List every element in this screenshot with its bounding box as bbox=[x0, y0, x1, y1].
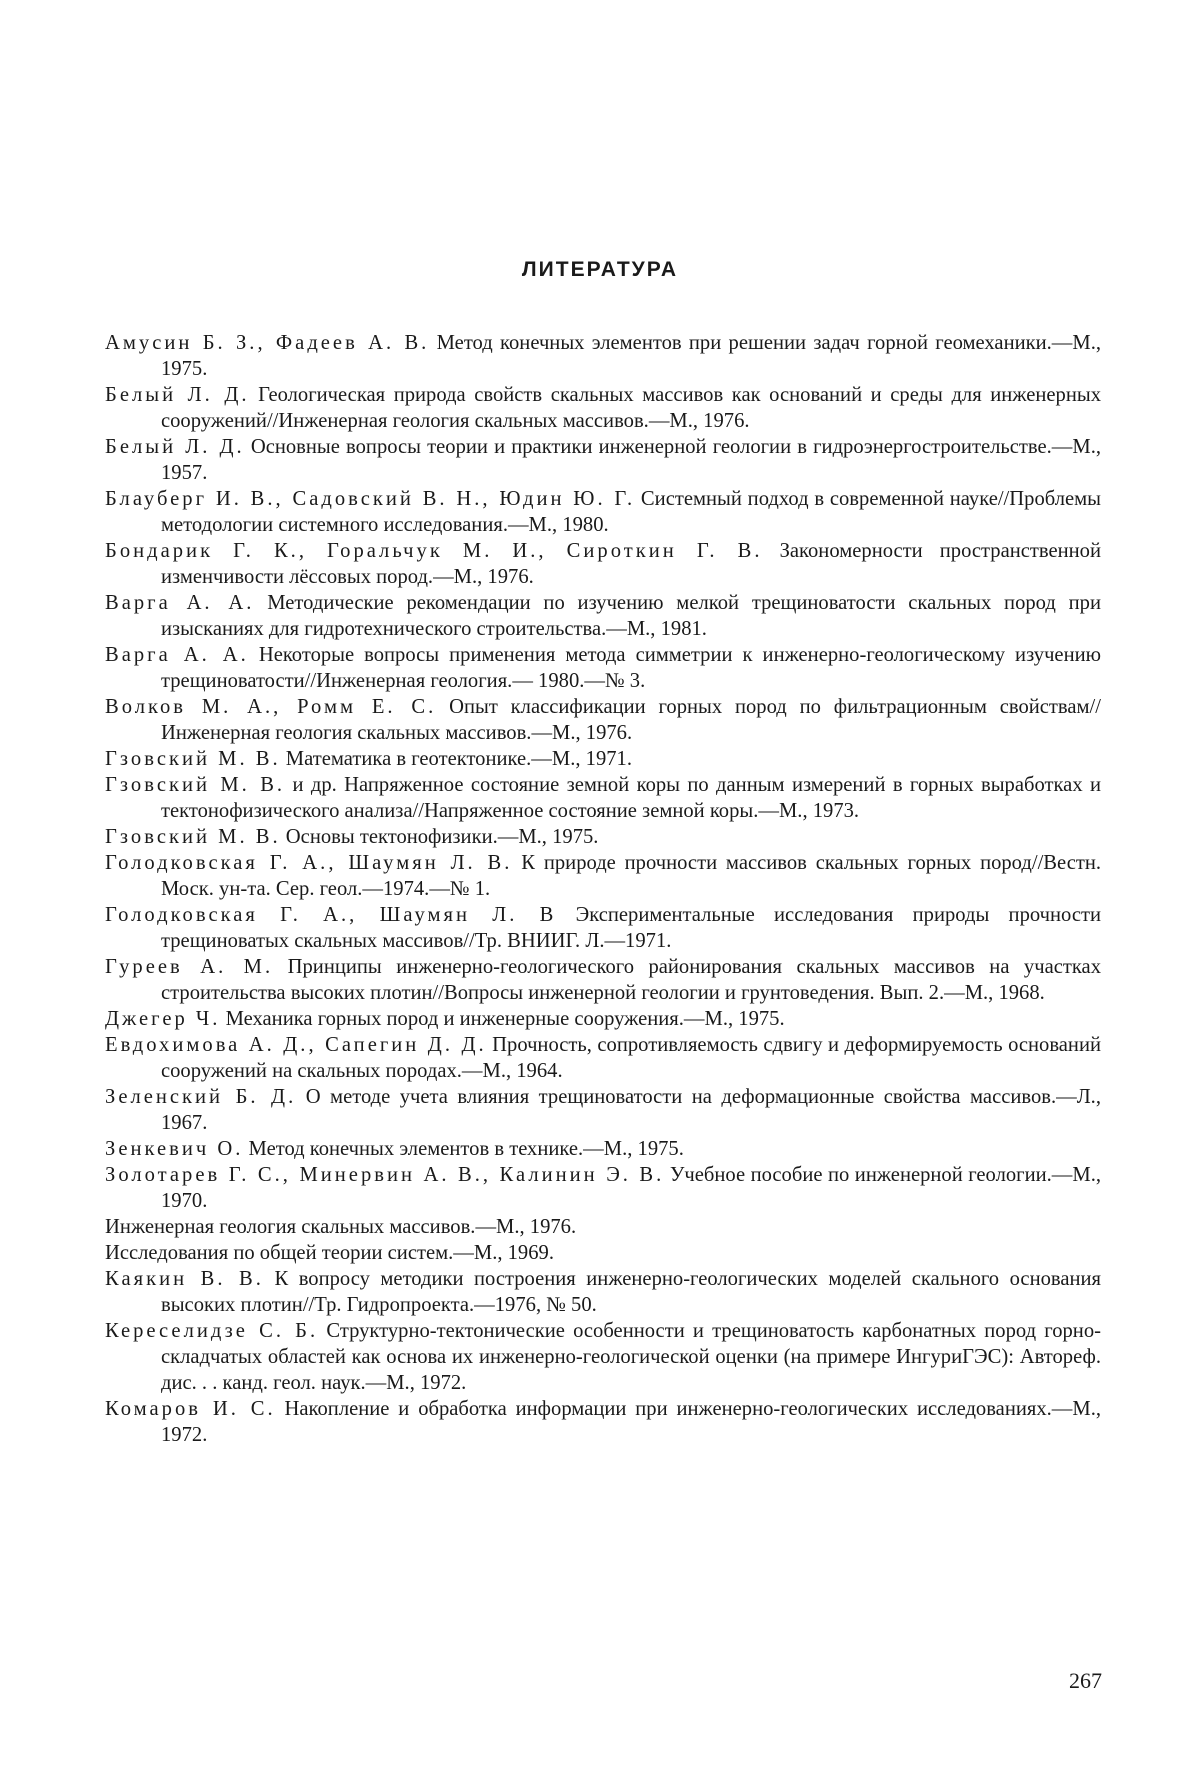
reference-entry bbox=[105, 1214, 1101, 1240]
reference-entry bbox=[105, 694, 1101, 746]
reference-text: Структурно-тектонические особенности и трещиноватость карбонатных пород горно-складчатых областей как основа их инженерно-геологической оценки (на примере ИнгуриГЭС): Автореф. дис. . . канд. геол. наук.—М., 1972. bbox=[161, 1320, 1101, 1394]
reference-text: Принципы инженерно-геологического районирования скальных массивов на участках строительства высоких плотин//Вопросы инженерной геологии и грунтоведения. Вып. 2.—М., 1968. bbox=[161, 956, 1101, 1004]
reference-text: Метод конечных элементов при решении задач горной геомеханики.—М., 1975. bbox=[161, 332, 1101, 380]
reference-entry bbox=[105, 434, 1101, 486]
reference-authors: Варга А. А. bbox=[105, 592, 255, 614]
reference-entry bbox=[105, 850, 1101, 902]
reference-authors: Гзовский М. В. bbox=[105, 748, 281, 770]
reference-authors: Зенкевич О. bbox=[105, 1138, 244, 1160]
reference-entry bbox=[105, 1032, 1101, 1084]
reference-entry bbox=[105, 1084, 1101, 1136]
references-list bbox=[105, 330, 1101, 1448]
reference-authors: Бондарик Г. К., Горальчук М. И., Сироткин Г. В. bbox=[105, 540, 763, 562]
reference-text: К природе прочности массивов скальных горных пород//Вестн. Моск. ун-та. Сер. геол.—1974.—№ 1. bbox=[161, 852, 1102, 900]
reference-authors: Амусин Б. З., Фадеев А. В. bbox=[105, 332, 430, 354]
page-number: 267 bbox=[1069, 1668, 1102, 1693]
reference-authors: Евдохимова А. Д., Сапегин Д. Д. bbox=[105, 1034, 487, 1056]
page-heading: ЛИТЕРАТУРА bbox=[521, 258, 679, 281]
reference-entry bbox=[105, 824, 1101, 850]
reference-entry bbox=[105, 772, 1101, 824]
reference-text: Методические рекомендации по изучению мелкой трещиноватости скальных пород при изысканиях для гидротехнического строительства.—М., 1981. bbox=[161, 592, 1101, 640]
reference-authors: Джегер Ч. bbox=[105, 1008, 221, 1030]
reference-entry bbox=[105, 746, 1101, 772]
reference-text: Инженерная геология скальных массивов.—М., 1976. bbox=[105, 1216, 577, 1238]
reference-entry bbox=[105, 330, 1101, 382]
reference-text: Исследования по общей теории систем.—М., 1969. bbox=[105, 1242, 554, 1264]
reference-text: Экспериментальные исследования природы прочности трещиноватых скальных массивов//Тр. ВНИИГ. Л.—1971. bbox=[161, 904, 1101, 952]
reference-text: и др. Напряженное состояние земной коры по данным измерений в горных выработках и тектонофизического анализа//Напряженное состояние земной коры.—М., 1973. bbox=[161, 774, 1101, 822]
reference-text: Некоторые вопросы применения метода симметрии к инженерно-геологическому изучению трещиноватости//Инженерная геология.— 1980.—№ 3. bbox=[161, 644, 1101, 692]
reference-entry bbox=[105, 902, 1101, 954]
reference-authors: Варга А. А. bbox=[105, 644, 249, 666]
reference-text: Метод конечных элементов в технике.—М., 1975. bbox=[243, 1138, 684, 1160]
reference-entry bbox=[105, 1396, 1101, 1448]
reference-entry bbox=[105, 1136, 1101, 1162]
reference-text: Основы тектонофизики.—М., 1975. bbox=[280, 826, 599, 848]
reference-entry bbox=[105, 642, 1101, 694]
reference-authors: Белый Л. Д. bbox=[105, 436, 245, 458]
reference-authors: Блауберг И. В., Садовский В. Н., Юдин Ю. Г. bbox=[105, 488, 636, 510]
reference-text: Прочность, сопротивляемость сдвигу и деформируемость оснований сооружений на скальных породах.—М., 1964. bbox=[161, 1034, 1101, 1082]
reference-authors: Кереселидзе С. Б. bbox=[105, 1320, 319, 1342]
reference-authors: Гзовский М. В. bbox=[105, 774, 286, 796]
reference-text: Системный подход в современной науке//Проблемы методологии системного исследования.—М., 1980. bbox=[161, 488, 1101, 536]
reference-text: Основные вопросы теории и практики инженерной геологии в гидроэнергостроительстве.—М., 1957. bbox=[161, 436, 1101, 484]
reference-text: Опыт классификации горных пород по фильтрационным свойствам//Инженерная геология скальных массивов.—М., 1976. bbox=[161, 696, 1102, 744]
reference-text: О методе учета влияния трещиноватости на деформационные свойства массивов.—Л., 1967. bbox=[161, 1086, 1101, 1134]
reference-entry bbox=[105, 590, 1101, 642]
reference-entry bbox=[105, 1006, 1101, 1032]
reference-text: Механика горных пород и инженерные сооружения.—М., 1975. bbox=[220, 1008, 785, 1030]
reference-authors: Голодковская Г. А., Шаумян Л. В. bbox=[105, 852, 513, 874]
reference-authors: Зеленский Б. Д. bbox=[105, 1086, 297, 1108]
reference-authors: Волков М. А., Ромм Е. С. bbox=[105, 696, 437, 718]
reference-text: Геологическая природа свойств скальных массивов как оснований и среды для инженерных сооружений//Инженерная геология скальных массивов.—М., 1976. bbox=[161, 384, 1101, 432]
reference-text: К вопросу методики построения инженерно-геологических моделей скального основания высоких плотин//Тр. Гидропроекта.—1976, № 50. bbox=[161, 1268, 1101, 1316]
reference-authors: Голодковская Г. А., Шаумян Л. В bbox=[105, 904, 557, 926]
reference-entry bbox=[105, 382, 1101, 434]
reference-authors: Белый Л. Д. bbox=[105, 384, 250, 406]
reference-authors: Гзовский М. В. bbox=[105, 826, 281, 848]
reference-entry bbox=[105, 954, 1101, 1006]
reference-entry bbox=[105, 538, 1101, 590]
reference-entry bbox=[105, 486, 1101, 538]
reference-authors: Золотарев Г. С., Минервин А. В., Калинин Э. В. bbox=[105, 1164, 665, 1186]
reference-text: Учебное пособие по инженерной геологии.—М., 1970. bbox=[161, 1164, 1101, 1212]
reference-entry bbox=[105, 1162, 1101, 1214]
reference-text: Накопление и обработка информации при инженерно-геологических исследованиях.—М., 1972. bbox=[161, 1398, 1101, 1446]
reference-authors: Гуреев А. М. bbox=[105, 956, 274, 978]
reference-text: Закономерности пространственной изменчивости лёссовых пород.—М., 1976. bbox=[161, 540, 1101, 588]
reference-authors: Комаров И. С. bbox=[105, 1398, 276, 1420]
reference-authors: Каякин В. В. bbox=[105, 1268, 264, 1290]
reference-entry bbox=[105, 1240, 1101, 1266]
reference-entry bbox=[105, 1318, 1101, 1396]
reference-text: Математика в геотектонике.—М., 1971. bbox=[280, 748, 632, 770]
reference-entry bbox=[105, 1266, 1101, 1318]
